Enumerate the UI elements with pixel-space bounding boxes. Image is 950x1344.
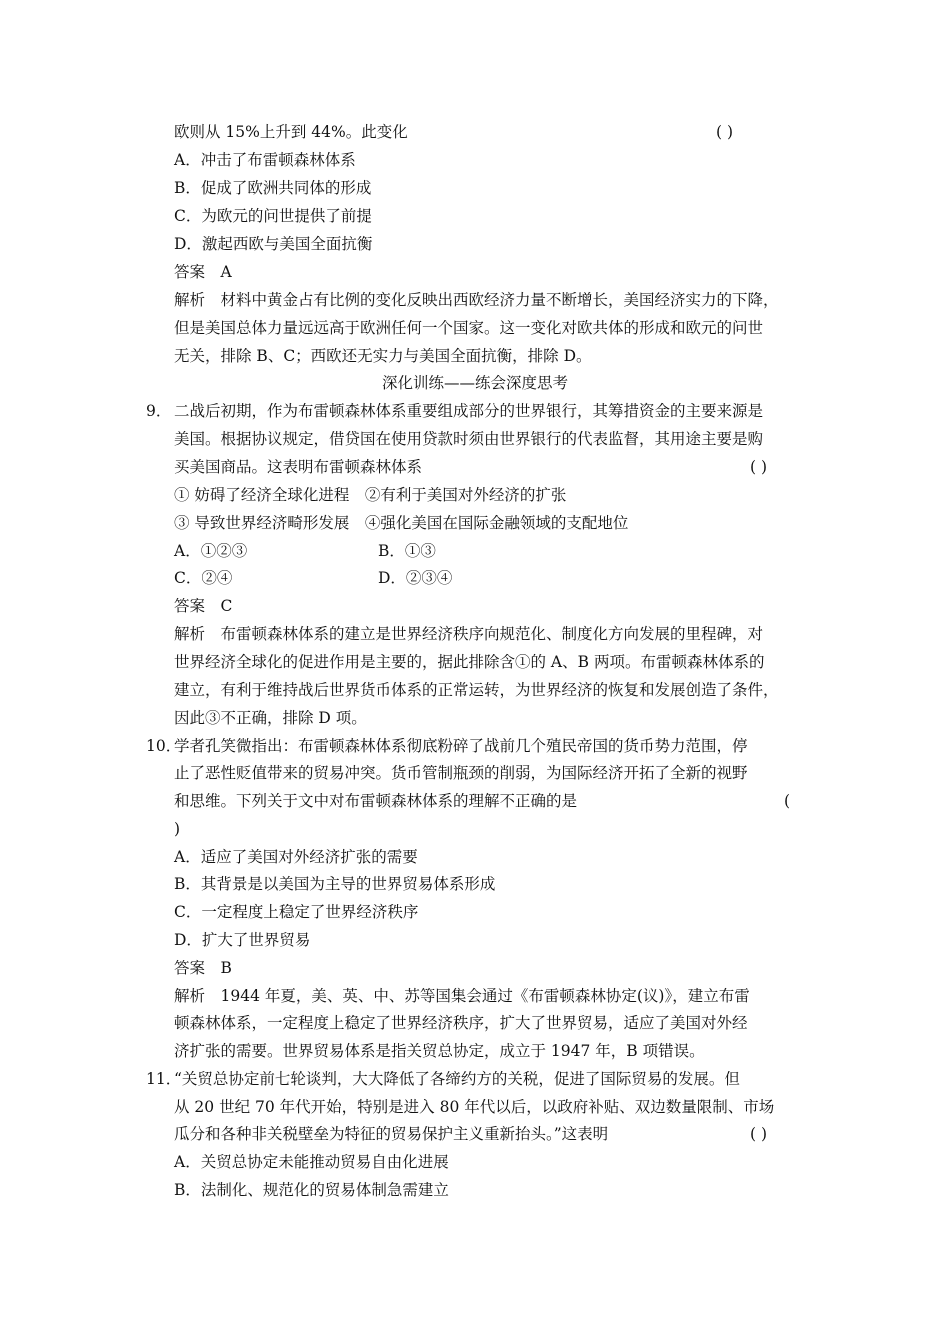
q10-option-d: D．扩大了世界贸易 bbox=[174, 931, 311, 949]
q10-option-b: B．其背景是以美国为主导的世界贸易体系形成 bbox=[174, 875, 496, 893]
q9-items-line-2: ③ 导致世界经济畸形发展 ④强化美国在国际金融领域的支配地位 bbox=[174, 514, 629, 532]
q8-option-c: C．为欧元的问世提供了前提 bbox=[174, 207, 372, 225]
q9-analysis-line-1: 解析 布雷顿森林体系的建立是世界经济秩序向规范化、制度化方向发展的里程碑，对 bbox=[174, 625, 764, 643]
q9-stem-line-3: 买美国商品。这表明布雷顿森林体系 bbox=[174, 458, 423, 476]
q11-number: 11． bbox=[146, 1070, 182, 1088]
q9-answer-paren: ( ) bbox=[750, 458, 768, 476]
q8-stem-tail: 欧则从 15%上升到 44%。此变化 bbox=[174, 123, 408, 141]
section-title: 深化训练——练会深度思考 bbox=[381, 374, 568, 392]
q9-stem-line-1: 二战后初期，作为布雷顿森林体系重要组成部分的世界银行，其筹措资金的主要来源是 bbox=[174, 402, 764, 420]
q9-analysis-line-3: 建立，有利于维持战后世界货币体系的正常运转，为世界经济的恢复和发展创造了条件， bbox=[174, 681, 779, 699]
q8-option-b: B．促成了欧洲共同体的形成 bbox=[174, 179, 372, 197]
q10-paren-close: ) bbox=[174, 820, 181, 838]
q11-answer-paren: ( ) bbox=[750, 1125, 768, 1143]
q9-answer: 答案 C bbox=[174, 597, 233, 615]
q9-analysis-line-2: 世界经济全球化的促进作用是主要的，据此排除含①的 A、B 两项。布雷顿森林体系的 bbox=[174, 653, 765, 671]
q8-analysis-line-2: 但是美国总体力量远远高于欧洲任何一个国家。这一变化对欧共体的形成和欧元的问世 bbox=[174, 319, 764, 337]
q9-option-b: B．①③ bbox=[378, 542, 436, 560]
q8-option-a: A．冲击了布雷顿森林体系 bbox=[174, 151, 356, 169]
q8-answer-paren: ( ) bbox=[716, 123, 734, 141]
q8-option-d: D．激起西欧与美国全面抗衡 bbox=[174, 235, 373, 253]
q8-answer: 答案 A bbox=[174, 263, 232, 281]
q11-stem-line-2: 从 20 世纪 70 年代开始，特别是进入 80 年代以后，以政府补贴、双边数量限制、市场 bbox=[174, 1098, 775, 1116]
q10-answer: 答案 B bbox=[174, 959, 232, 977]
q11-option-b: B．法制化、规范化的贸易体制急需建立 bbox=[174, 1181, 449, 1199]
q10-analysis-line-1: 解析 1944 年夏，美、英、中、苏等国集会通过《布雷顿森林协定(议)》，建立布雷 bbox=[174, 987, 750, 1005]
q11-option-a: A．关贸总协定未能推动贸易自由化进展 bbox=[174, 1153, 449, 1171]
q9-option-d: D．②③④ bbox=[378, 569, 453, 587]
q9-items-line-1: ① 妨碍了经济全球化进程 ②有利于美国对外经济的扩张 bbox=[174, 486, 567, 504]
q9-analysis-line-4: 因此③不正确，排除 D 项。 bbox=[174, 709, 367, 727]
q10-option-a: A．适应了美国对外经济扩张的需要 bbox=[174, 848, 418, 866]
q10-stem-line-1: 学者孔笑微指出：布雷顿森林体系彻底粉碎了战前几个殖民帝国的货币势力范围，停 bbox=[174, 737, 748, 755]
q8-analysis-line-1: 解析 材料中黄金占有比例的变化反映出西欧经济力量不断增长，美国经济实力的下降， bbox=[174, 291, 779, 309]
q9-stem-line-2: 美国。根据协议规定，借贷国在使用贷款时须由世界银行的代表监督，其用途主要是购 bbox=[174, 430, 764, 448]
q10-stem-line-3: 和思维。下列关于文中对布雷顿森林体系的理解不正确的是 bbox=[174, 792, 578, 810]
q9-option-c: C．②④ bbox=[174, 569, 233, 587]
q11-stem-line-3: 瓜分和各种非关税壁垒为特征的贸易保护主义重新抬头。”这表明 bbox=[174, 1125, 609, 1143]
q10-analysis-line-2: 顿森林体系，一定程度上稳定了世界经济秩序，扩大了世界贸易，适应了美国对外经 bbox=[174, 1014, 748, 1032]
q9-option-a: A．①②③ bbox=[174, 542, 248, 560]
q10-stem-line-2: 止了恶性贬值带来的贸易冲突。货币管制瓶颈的削弱，为国际经济开拓了全新的视野 bbox=[174, 764, 748, 782]
q11-stem-line-1: “关贸总协定前七轮谈判，大大降低了各缔约方的关税，促进了国际贸易的发展。但 bbox=[174, 1070, 740, 1088]
q8-analysis-line-3: 无关，排除 B、C；西欧还无实力与美国全面抗衡，排除 D。 bbox=[174, 347, 592, 365]
q9-number: 9． bbox=[146, 402, 172, 420]
q10-option-c: C．一定程度上稳定了世界经济秩序 bbox=[174, 903, 419, 921]
q10-analysis-line-3: 济扩张的需要。世界贸易体系是指关贸总协定，成立于 1947 年，B 项错误。 bbox=[174, 1042, 705, 1060]
q10-paren-open: ( bbox=[784, 792, 791, 810]
q10-number: 10． bbox=[146, 737, 182, 755]
